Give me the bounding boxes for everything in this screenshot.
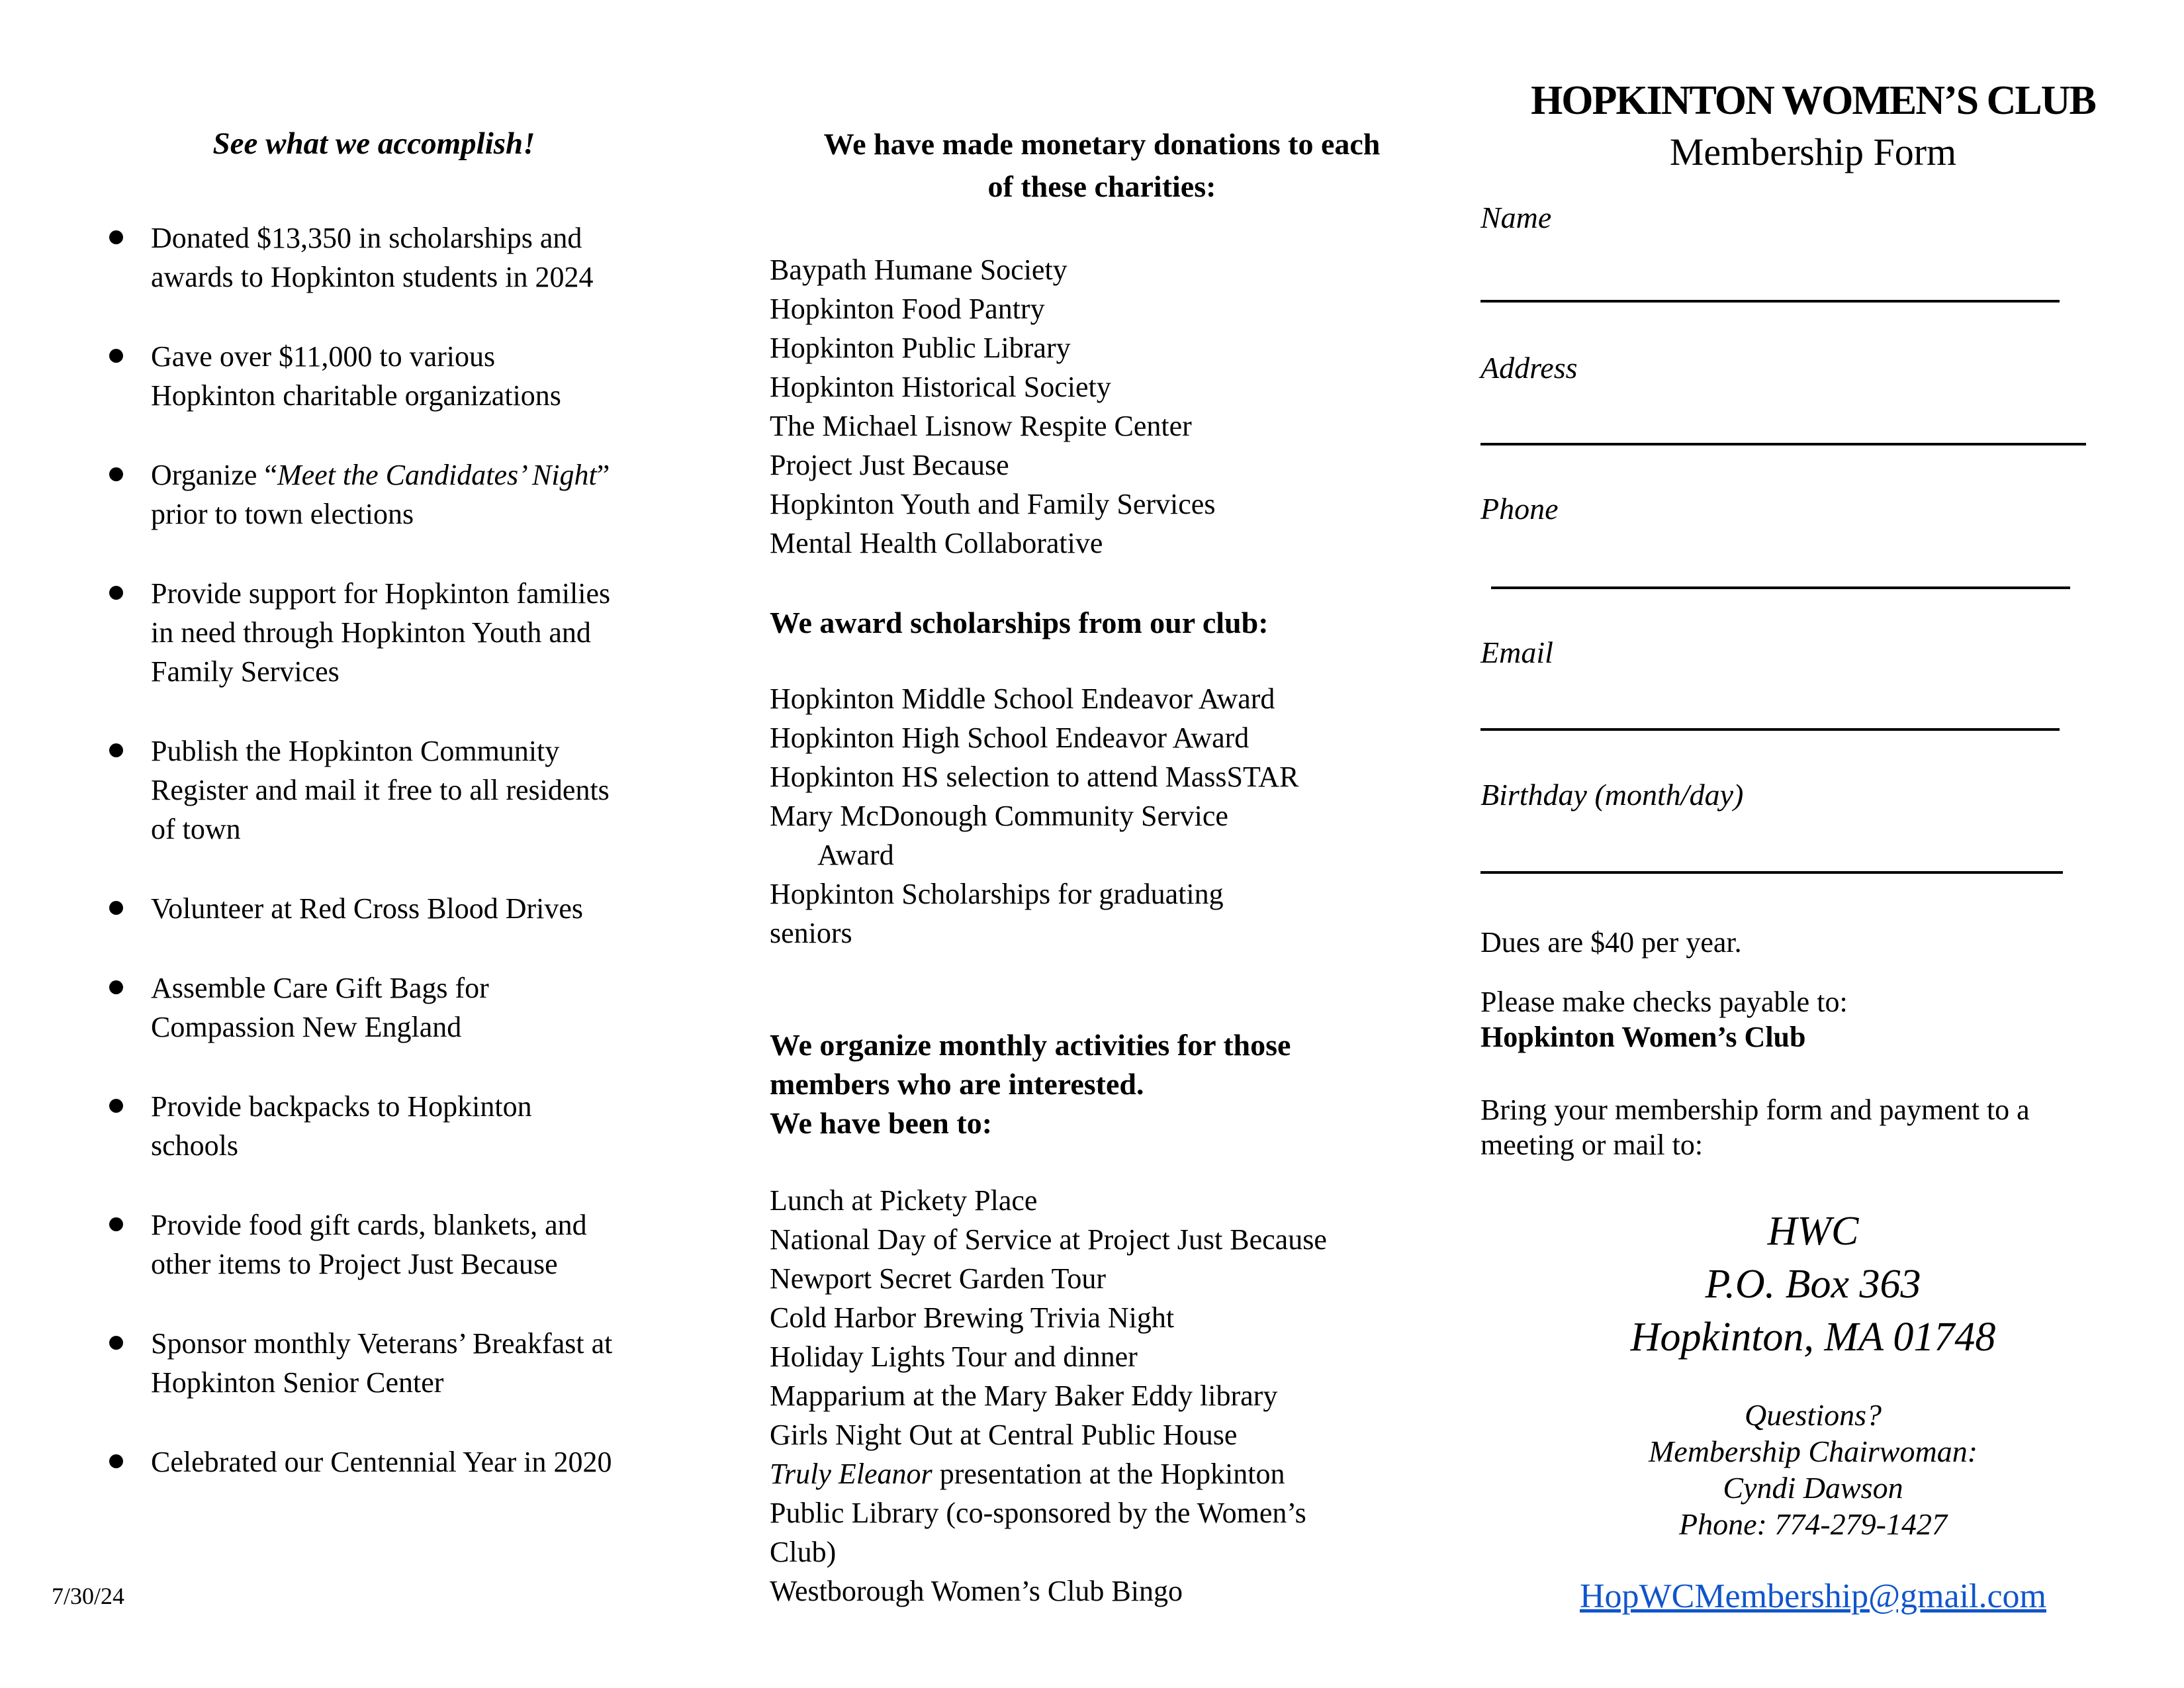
bullet-dot-icon (109, 349, 123, 363)
donations-list (770, 250, 1215, 563)
text-line: Questions? (1745, 1398, 1882, 1432)
text-line (151, 455, 756, 494)
text-line: Register and mail it free to all residents (151, 774, 610, 806)
text-line: We have made monetary donations to each (823, 127, 1381, 161)
text-line: Provide backpacks to Hopkinton (151, 1090, 532, 1123)
bullet-item (108, 731, 756, 849)
text-line: of town (151, 813, 241, 845)
text-line: Compassion New England (151, 1011, 462, 1043)
field-label-email: Email (1480, 635, 1553, 669)
text-line: Publish the Hopkinton Community (151, 735, 560, 767)
checks-payable-note (1480, 984, 1848, 1055)
field-line-name (1480, 300, 2060, 303)
field-line-address (1480, 443, 2086, 445)
bullet-dot-icon (109, 1336, 123, 1350)
text-line: Volunteer at Red Cross Blood Drives (151, 892, 584, 925)
accomplishments-heading: See what we accomplish! (212, 126, 535, 161)
accomplishments-list (108, 218, 756, 1522)
text-line: members who are interested. (770, 1067, 1144, 1101)
text-segment: presentation at the Hopkinton (932, 1458, 1285, 1490)
field-line-birthday-month-day (1480, 871, 2063, 874)
text-line: schools (151, 1129, 238, 1162)
text-line: Family Services (151, 655, 340, 688)
text-line: prior to town elections (151, 498, 414, 530)
text-segment: Hopkinton Women’s Club (1480, 1021, 1806, 1053)
text-line: Girls Night Out at Central Public House (770, 1419, 1238, 1451)
text-segment: Meet the Candidates’ Night (277, 459, 597, 491)
text-line: Hopkinton Public Library (770, 332, 1071, 364)
text-line: Cold Harbor Brewing Trivia Night (770, 1301, 1175, 1334)
email-link[interactable]: HopWCMembership@gmail.com (1580, 1577, 2046, 1615)
text-line: Assemble Care Gift Bags for (151, 972, 489, 1004)
text-line: Baypath Humane Society (770, 254, 1068, 286)
text-line (1480, 1019, 1848, 1055)
bullet-dot-icon (109, 901, 123, 915)
donations-heading (754, 123, 1449, 208)
field-label-phone: Phone (1480, 492, 1559, 526)
membership-form-subtitle: Membership Form (1669, 130, 1957, 173)
bullet-item (108, 889, 756, 928)
field-line-phone (1491, 586, 2070, 589)
text-line: Gave over $11,000 to various (151, 340, 496, 373)
bullet-dot-icon (109, 1454, 123, 1468)
text-line: Hopkinton Middle School Endeavor Award (770, 682, 1275, 715)
activities-heading (770, 1025, 1445, 1143)
text-line: seniors (770, 917, 852, 949)
text-line: Celebrated our Centennial Year in 2020 (151, 1446, 612, 1478)
text-line: Hopkinton HS selection to attend MassSTAR (770, 761, 1299, 793)
text-line: Project Just Because (770, 449, 1009, 481)
scholarships-list (770, 679, 1298, 953)
bullet-item (108, 337, 756, 415)
text-segment: Award (817, 839, 894, 871)
field-label-address: Address (1480, 351, 1578, 385)
bring-form-note (1480, 1092, 2030, 1162)
text-line: Hopkinton Youth and Family Services (770, 488, 1216, 520)
field-label-birthday-month-day: Birthday (month/day) (1480, 778, 1744, 812)
questions-contact-block (1480, 1397, 2146, 1542)
text-line: Hopkinton Scholarships for graduating (770, 878, 1224, 910)
bullet-item (108, 1324, 756, 1402)
text-line: Newport Secret Garden Tour (770, 1262, 1107, 1295)
text-line: HWC (1767, 1209, 1859, 1254)
bullet-dot-icon (109, 980, 123, 994)
revision-date: 7/30/24 (52, 1583, 125, 1609)
text-line (1480, 984, 1848, 1019)
field-line-email (1480, 728, 2060, 731)
text-line: awards to Hopkinton students in 2024 (151, 261, 594, 293)
text-line: Sponsor monthly Veterans’ Breakfast at (151, 1327, 613, 1360)
bullet-dot-icon (109, 1217, 123, 1231)
text-line: Hopkinton Historical Society (770, 371, 1111, 403)
bullet-item (108, 1087, 756, 1165)
text-line: of these charities: (987, 169, 1216, 203)
text-line: Donated $13,350 in scholarships and (151, 222, 582, 254)
dues-note: Dues are $40 per year. (1480, 926, 1742, 959)
text-line: other items to Project Just Because (151, 1248, 558, 1280)
bullet-dot-icon (109, 230, 123, 244)
text-line: Hopkinton, MA 01748 (1630, 1315, 1996, 1360)
bullet-dot-icon (109, 586, 123, 600)
email-link-row (1480, 1577, 2146, 1616)
text-line: National Day of Service at Project Just Because (770, 1223, 1327, 1256)
text-line: Mapparium at the Mary Baker Eddy library (770, 1380, 1278, 1412)
text-line: Club) (770, 1536, 837, 1568)
text-line: Holiday Lights Tour and dinner (770, 1340, 1138, 1373)
mailing-address (1480, 1205, 2146, 1364)
text-line: Mary McDonough Community Service (770, 800, 1228, 832)
bullet-item (108, 968, 756, 1047)
text-segment: Truly Eleanor (770, 1458, 933, 1490)
text-segment: Organize “ (151, 459, 277, 491)
bullet-item (108, 218, 756, 297)
text-line: Membership Chairwoman: (1648, 1434, 1978, 1468)
bullet-dot-icon (109, 743, 123, 757)
text-line: Hopkinton charitable organizations (151, 379, 561, 412)
text-line: Provide support for Hopkinton families (151, 577, 611, 610)
text-line: We organize monthly activities for those (770, 1028, 1291, 1062)
bullet-item (108, 455, 756, 534)
text-line: in need through Hopkinton Youth and (151, 616, 591, 649)
text-line: Westborough Women’s Club Bingo (770, 1575, 1183, 1607)
text-line: Provide food gift cards, blankets, and (151, 1209, 587, 1241)
text-line: Cyndi Dawson (1723, 1471, 1903, 1505)
bullet-dot-icon (109, 467, 123, 481)
membership-form (1480, 0, 2146, 1688)
membership-form-title: HOPKINTON WOMEN’S CLUB (1531, 78, 2095, 123)
text-segment: ” (596, 459, 610, 491)
bullet-item (108, 1442, 756, 1481)
bullet-dot-icon (109, 1099, 123, 1113)
text-line: The Michael Lisnow Respite Center (770, 410, 1192, 442)
text-line: We award scholarships from our club: (770, 606, 1269, 639)
text-segment: Please make checks payable to: (1480, 986, 1848, 1018)
bullet-item (108, 574, 756, 691)
text-line (770, 835, 1298, 874)
field-label-name: Name (1480, 201, 1552, 234)
text-line: Hopkinton High School Endeavor Award (770, 722, 1250, 754)
text-line: Hopkinton Senior Center (151, 1366, 444, 1399)
text-line: Hopkinton Food Pantry (770, 293, 1045, 325)
text-line: P.O. Box 363 (1705, 1262, 1921, 1307)
text-line: Bring your membership form and payment to a (1480, 1094, 2030, 1126)
activities-list (770, 1181, 1327, 1611)
text-line: Phone: 774-279-1427 (1679, 1507, 1947, 1541)
text-line: meeting or mail to: (1480, 1129, 1704, 1161)
bullet-item (108, 1205, 756, 1284)
text-line (770, 1454, 1327, 1493)
scholarships-heading (770, 603, 1269, 642)
text-line: Public Library (co-sponsored by the Women’s (770, 1497, 1306, 1529)
text-line: Lunch at Pickety Place (770, 1184, 1038, 1217)
text-line: We have been to: (770, 1106, 993, 1140)
text-line: Mental Health Collaborative (770, 527, 1103, 559)
